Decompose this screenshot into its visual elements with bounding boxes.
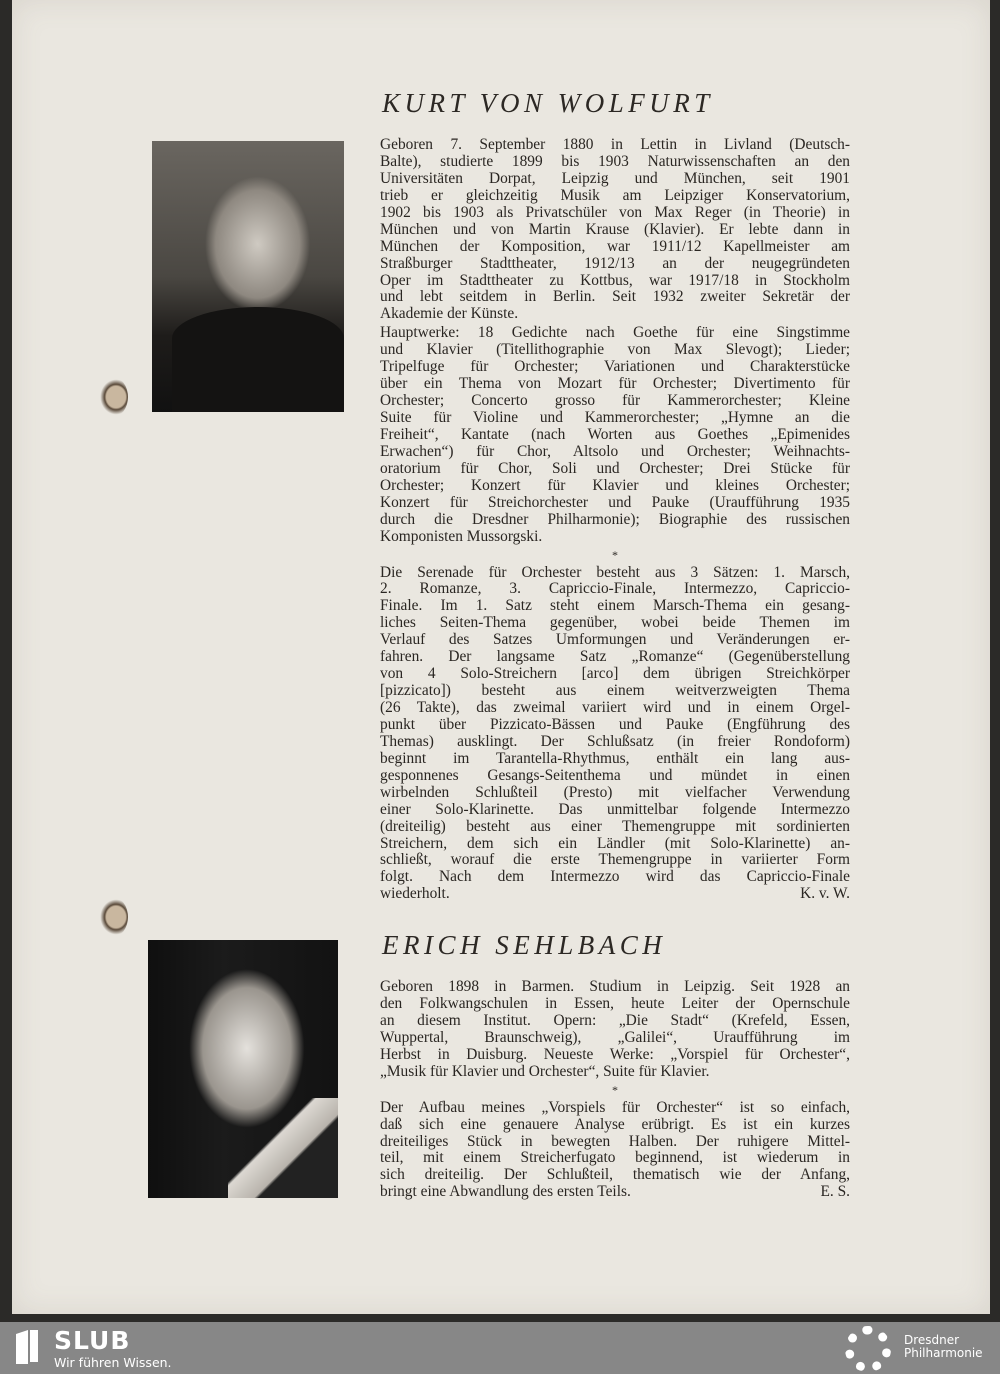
text-line: Straßburger Stadttheater, 1912/13 an der neugegründeten [380, 254, 850, 272]
text-line: Orchester; Konzert für Klavier und kleines Orchester; [380, 476, 850, 494]
punch-hole [98, 897, 128, 937]
text-line: 1902 bis 1903 als Privatschüler von Max Reger (in Theorie) in [380, 203, 850, 221]
text-line: folgt. Nach dem Intermezzo wird das Capriccio-Finale [380, 868, 850, 886]
library-logo-name: SLUB [54, 1326, 131, 1355]
sehlbach-analysis [380, 1100, 850, 1185]
text-line: liches Seiten-Thema gegenüber, wobei beide Themen im [380, 614, 850, 632]
analysis-last-line: wiederholt. [380, 885, 450, 903]
signature: K. v. W. [800, 885, 850, 903]
text-line: Der Aufbau meines „Vorspiels für Orchester“ ist so einfach, [380, 1098, 850, 1116]
sehlbach-bio [380, 979, 850, 1081]
slub-book-icon [14, 1328, 40, 1366]
wolfurt-text [380, 137, 850, 903]
signature: E. S. [820, 1183, 850, 1201]
text-line: daß sich eine genauere Analyse erübrigt. Es ist ein kurzes [380, 1115, 850, 1133]
separator: * [612, 547, 618, 562]
partner-name-line1: Dresdner [904, 1333, 960, 1347]
composer-title-wolfurt: KURT VON WOLFURT [382, 88, 714, 118]
text-line: Akademie der Künste. [380, 305, 519, 323]
wolfurt-analysis [380, 565, 850, 887]
text-line: schließt, worauf die erste Themengruppe in variierter Form [380, 851, 850, 869]
text-line: Balte), studierte 1899 bis 1903 Naturwissenschaften an den [380, 152, 850, 170]
text-line: fahren. Der langsame Satz „Romanze“ (Gegenüberstellung [380, 648, 850, 666]
philharmonie-logo-icon [845, 1326, 891, 1372]
text-line: Herbst in Duisburg. Neueste Werke: „Vorspiel für Orchester“, [380, 1045, 850, 1063]
portrait-photo-sehlbach [148, 940, 338, 1198]
footer-bar [0, 1322, 1000, 1374]
text-line: Orchester; Concerto grosso für Kammerorchester; Kleine [380, 392, 850, 410]
text-line: den Folkwangschulen in Essen, heute Leiter der Opernschule [380, 994, 850, 1012]
text-line: gesponnenes Gesangs-Seitenthema und mündet in einen [380, 766, 850, 784]
text-line: [pizzicato]) besteht aus einem weitverzweigten Thema [380, 682, 850, 700]
text-line: einer Solo-Klarinette. Das unmittelbar folgende Intermezzo [380, 800, 850, 818]
text-line: Hauptwerke: 18 Gedichte nach Goethe für eine Singstimme [380, 324, 850, 342]
text-line: Themas) ausklingt. Der Schlußsatz (in freier Rondoform) [380, 732, 850, 750]
text-line: Geboren 7. September 1880 in Lettin in Livland (Deutsch- [380, 136, 850, 153]
text-line: Finale. Im 1. Satz steht einem Marsch-Thema ein gesang- [380, 597, 850, 615]
text-line: Komponisten Mussorgski. [380, 527, 543, 545]
text-line: Freiheit“, Kantate (nach Worten aus Goethes „Epimenides [380, 425, 850, 443]
text-line: (26 Takte), das zweimal variiert wird und in einem Orgel- [380, 699, 850, 716]
text-line: München und von Martin Krause (Klavier). Er lebte dann in [380, 220, 850, 238]
separator: * [612, 1082, 618, 1097]
text-line: teil, mit einem Streicherfugato beginnend, ist wiederum in [380, 1149, 850, 1167]
text-line: wirbelnden Schlußteil (Presto) mit vielfacher Verwendung [380, 783, 850, 801]
library-tagline: Wir führen Wissen. [54, 1355, 172, 1370]
sehlbach-text [380, 979, 850, 1201]
text-line: Die Serenade für Orchester besteht aus 3 Sätzen: 1. Marsch, [380, 563, 850, 581]
text-line: (dreiteilig) besteht aus einer Themengruppe mit sordinierten [380, 817, 850, 835]
text-line: „Musik für Klavier und Orchester“, Suite für Klavier. [380, 1062, 710, 1080]
text-line: trieb er gleichzeitig Musik am Leipziger Konservatorium, [380, 186, 850, 204]
text-line: 2. Romanze, 3. Capriccio-Finale, Intermezzo, Capriccio- [380, 580, 850, 598]
portrait-photo-wolfurt [152, 141, 344, 412]
wolfurt-bio [380, 137, 850, 323]
text-line: und lebt seitdem in Berlin. Seit 1932 zweiter Sekretär der [380, 288, 850, 306]
partner-name [904, 1334, 983, 1360]
text-line: Tripelfuge für Orchester; Variationen und Charakterstücke [380, 358, 850, 376]
text-line: Verlauf des Satzes Umformungen und Veränderungen er- [380, 631, 850, 649]
text-line: Universitäten Dorpat, Leipzig und München, seit 1901 [380, 169, 850, 187]
text-line: Geboren 1898 in Barmen. Studium in Leipzig. Seit 1928 an [380, 978, 850, 995]
text-line: München der Komposition, war 1911/12 Kapellmeister am [380, 237, 850, 255]
text-line: von 4 Solo-Streichern [arco] dem übrigen Streichkörper [380, 665, 850, 683]
text-line: Wuppertal, Braunschweig), „Galilei“, Uraufführung im [380, 1028, 850, 1046]
punch-hole [98, 377, 128, 417]
partner-name-line2: Philharmonie [904, 1346, 983, 1360]
text-line: Oper im Stadttheater zu Kottbus, war 1917/18 in Stockholm [380, 271, 850, 289]
text-line: beginnt im Tarantella-Rhythmus, enthält ein lang aus- [380, 749, 850, 767]
text-line: Erwachen“) für Chor, Altsolo und Orchester; Weihnachts- [380, 442, 850, 460]
composer-title-sehlbach: ERICH SEHLBACH [382, 930, 667, 960]
text-line: sich dreiteilig. Der Schlußteil, thematisch wie der Anfang, [380, 1166, 850, 1184]
text-line: Suite für Violine und Kammerorchester; „Hymne an die [380, 409, 850, 426]
wolfurt-works [380, 325, 850, 545]
text-line: an diesem Institut. Opern: „Die Stadt“ (Krefeld, Essen, [380, 1011, 850, 1029]
text-line: oratorium für Chor, Soli und Orchester; Drei Stücke für [380, 459, 850, 477]
text-line: über ein Thema von Mozart für Orchester; Divertimento für [380, 375, 850, 393]
analysis-last-line: bringt eine Abwandlung des ersten Teils. [380, 1183, 631, 1201]
text-line: Konzert für Streichorchester und Pauke (Uraufführung 1935 [380, 493, 850, 511]
text-line: durch die Dresdner Philharmonie); Biographie des russischen [380, 510, 850, 528]
text-line: dreiteiliges Stück in bewegten Halben. Der ruhigere Mittel- [380, 1132, 850, 1150]
text-line: und Klavier (Titellithographie von Max Slevogt); Lieder; [380, 341, 850, 359]
text-line: punkt über Pizzicato-Bässen und Pauke (Engführung des [380, 715, 850, 733]
text-line: Streichern, dem sich ein Ländler (mit Solo-Klarinette) an- [380, 834, 850, 852]
